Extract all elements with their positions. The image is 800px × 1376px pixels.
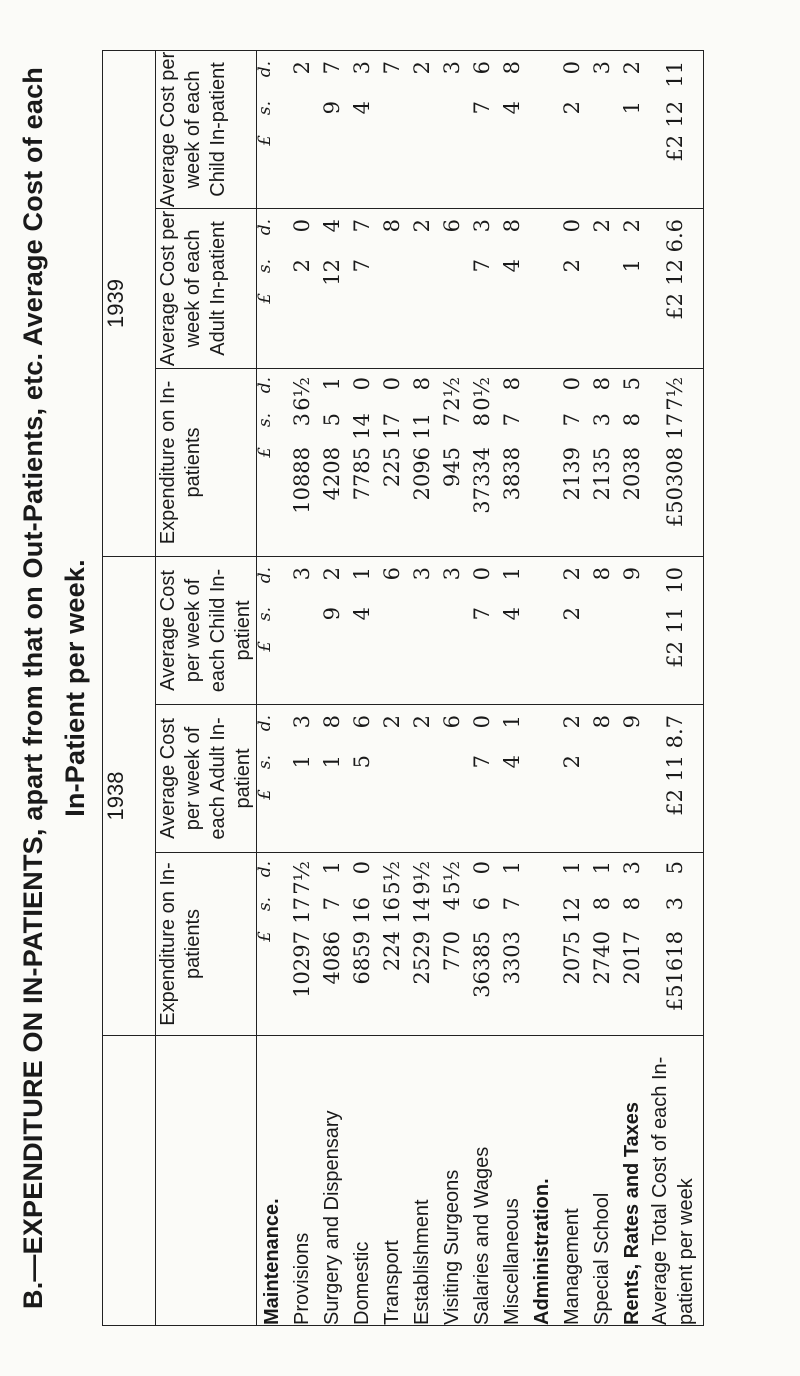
pence-value: 1 — [320, 376, 344, 391]
shillings-value: 12 — [560, 897, 584, 924]
shillings-value: 7 — [470, 100, 494, 115]
pounds-value: 945 — [440, 446, 464, 488]
label-header — [103, 1036, 156, 1326]
shillings-value: 1 — [320, 755, 344, 769]
col-child-1938: Average Cost per week of each Child In-patient — [156, 556, 257, 704]
row-label-text: Establishment — [411, 1199, 433, 1325]
value-cell — [587, 209, 617, 368]
pence-value: 3 — [620, 861, 644, 875]
shillings-value: 8 — [620, 897, 644, 911]
shillings-value: 4 — [350, 606, 374, 621]
shillings-value: 9 — [320, 606, 344, 621]
unit-label: £ — [255, 292, 275, 304]
pence-value: 9½ — [410, 861, 434, 895]
shillings-value: 7 — [470, 258, 494, 273]
pence-value: 3 — [470, 218, 494, 233]
value-cell — [347, 557, 377, 704]
label-column-header — [156, 1036, 257, 1326]
unit-label: s. — [255, 897, 275, 912]
pounds-value: 2740 — [590, 931, 614, 985]
col-expenditure-1939: Expenditure on In-patients — [156, 368, 257, 556]
pounds-value: 2135 — [590, 446, 614, 501]
pence-value: 6 — [470, 60, 494, 75]
value-cell — [467, 705, 497, 852]
blank-row — [257, 853, 287, 1035]
value-cell — [587, 557, 617, 704]
pence-value: 7 — [380, 60, 404, 75]
pence-value: 2 — [410, 218, 434, 233]
pence-value: 4 — [320, 218, 344, 233]
value-cell — [497, 705, 527, 852]
value-cell — [347, 209, 377, 368]
shillings-value: 17 — [380, 412, 404, 440]
pence-value: 6½ — [290, 376, 314, 411]
value-cell — [407, 705, 437, 852]
shillings-value: 2 — [560, 755, 584, 769]
value-cell — [557, 369, 587, 556]
unit-label: s. — [255, 100, 275, 116]
blank-row — [527, 557, 557, 704]
value-cell — [467, 369, 497, 556]
shillings-value: 4 — [500, 755, 524, 769]
value-cell — [377, 853, 407, 1035]
pence-value: 2 — [380, 715, 404, 729]
value-cell — [557, 557, 587, 704]
value-cell — [287, 557, 317, 704]
pence-value: 1 — [560, 861, 584, 875]
value-cell — [317, 557, 347, 704]
pence-value: 7½ — [663, 376, 687, 411]
shillings-value: 16 — [380, 897, 404, 924]
shillings-value: 7 — [350, 258, 374, 273]
pence-value: 6 — [380, 566, 404, 581]
shillings-value: 1 — [620, 100, 644, 115]
pence-value: 9 — [620, 566, 644, 581]
shillings-value: 14 — [350, 412, 374, 440]
unit-label: s. — [255, 258, 275, 274]
row-label — [407, 1036, 437, 1325]
pence-value: 8 — [320, 715, 344, 729]
col-expenditure-1938: Expenditure on In-patients — [156, 853, 257, 1036]
pence-value: 8 — [500, 218, 524, 233]
pence-value: 2 — [290, 60, 314, 75]
pounds-value: 2096 — [410, 446, 434, 501]
value-cell — [437, 209, 467, 368]
year-1939-header: 1939 — [103, 50, 156, 556]
row-label-text: Rents, Rates and Taxes — [621, 1101, 643, 1325]
pence-value: 8.7 — [663, 715, 687, 749]
shillings-value: 8 — [620, 412, 644, 427]
shillings-value: 2 — [560, 258, 584, 273]
value-cell — [497, 557, 527, 704]
value-cell — [287, 853, 317, 1035]
row-label-text: Domestic — [351, 1241, 373, 1325]
pence-value: 5½ — [440, 861, 464, 895]
shillings-value: 4 — [350, 100, 374, 115]
pounds-value: 224 — [380, 931, 404, 972]
row-label-text: Surgery and Dispensary — [321, 1110, 343, 1325]
pence-value: 8 — [380, 218, 404, 233]
value-cell — [287, 369, 317, 556]
row-labels — [257, 1036, 704, 1326]
unit-label: s. — [255, 606, 275, 622]
value-cell — [287, 51, 317, 208]
pence-value: 10 — [663, 566, 687, 594]
section-heading: Administration. — [531, 1178, 553, 1325]
pence-value: 3 — [440, 566, 464, 581]
shillings-value: 6 — [470, 897, 494, 911]
value-cell — [347, 369, 377, 556]
pounds-value: 36385 — [470, 931, 494, 998]
pence-value: 3 — [290, 566, 314, 581]
pence-value: 3 — [350, 60, 374, 75]
value-cell — [347, 51, 377, 208]
shillings-value: 4 — [440, 897, 464, 911]
value-cell — [617, 209, 647, 368]
pence-value: 8 — [410, 376, 434, 391]
pence-value: 6 — [440, 715, 464, 729]
pounds-value: 225 — [380, 446, 404, 488]
col-adult-1938: Average Cost per week of each Adult In-patient — [156, 705, 257, 853]
value-cell — [587, 705, 617, 852]
value-cell — [497, 51, 527, 208]
row-label-text: Management — [561, 1208, 583, 1325]
pence-value: 3 — [290, 715, 314, 729]
pence-value: 2½ — [440, 376, 464, 411]
pence-value: 0 — [350, 376, 374, 391]
shillings-value: 1 — [290, 755, 314, 769]
shillings-value: 14 — [410, 897, 434, 924]
pence-value: 6.6 — [663, 218, 687, 253]
shillings-value: 3 — [290, 412, 314, 427]
shillings-value: 7 — [440, 412, 464, 427]
pounds-value: 10888 — [290, 446, 314, 514]
values-child-1938 — [257, 556, 704, 704]
total-cell — [647, 853, 703, 1035]
pence-value: 11 — [663, 60, 687, 88]
row-label — [347, 1036, 377, 1325]
value-cell — [437, 369, 467, 556]
shillings-value: 8 — [590, 897, 614, 911]
shillings-value: 11 — [663, 606, 687, 634]
pence-value: 3 — [410, 566, 434, 581]
pence-value: 7 — [320, 60, 344, 75]
unit-label: d. — [255, 218, 275, 236]
shillings-value: 7 — [470, 755, 494, 769]
value-cell — [617, 557, 647, 704]
total-cell — [647, 369, 703, 556]
pence-value: 0 — [560, 60, 584, 75]
shillings-value: 12 — [663, 258, 687, 286]
value-cell — [437, 853, 467, 1035]
value-cell — [377, 51, 407, 208]
table-title: B.—EXPENDITURE ON IN-PATIENTS, apart from that on Out-Patients, etc. Average Cost of each — [18, 67, 48, 1309]
values-child-1939 — [257, 50, 704, 208]
row-label-text: Visiting Surgeons — [441, 1169, 463, 1325]
pence-value: 8 — [590, 376, 614, 391]
values-adult-1938 — [257, 705, 704, 853]
total-cell — [647, 51, 703, 208]
value-cell — [497, 209, 527, 368]
value-cell — [437, 705, 467, 852]
row-label-text: Miscellaneous — [501, 1198, 523, 1325]
shillings-value: 2 — [560, 100, 584, 115]
value-cell — [287, 705, 317, 852]
unit-label: d. — [255, 376, 275, 394]
blank-row — [527, 369, 557, 556]
pounds-value: 3838 — [500, 446, 524, 501]
value-cell — [497, 369, 527, 556]
value-cell — [467, 209, 497, 368]
value-cell — [497, 853, 527, 1035]
pence-value: 7 — [350, 218, 374, 233]
value-cell — [347, 705, 377, 852]
shillings-value: 12 — [320, 258, 344, 286]
pounds-value: 2139 — [560, 446, 584, 501]
pence-value: 1 — [320, 861, 344, 875]
pence-value: 0 — [470, 715, 494, 729]
pence-value: 0 — [350, 861, 374, 875]
pence-value: 8 — [500, 376, 524, 391]
row-label — [377, 1036, 407, 1325]
value-cell — [467, 557, 497, 704]
row-label — [467, 1036, 497, 1325]
row-label-text: Provisions — [291, 1232, 313, 1325]
blank-row — [527, 705, 557, 852]
shillings-value: 17 — [290, 897, 314, 924]
value-cell — [587, 853, 617, 1035]
unit-label: £ — [255, 640, 275, 652]
pounds-value: 10297 — [290, 931, 314, 998]
row-label — [287, 1036, 317, 1325]
unit-label: d. — [255, 715, 275, 732]
row-label — [497, 1036, 527, 1325]
value-cell — [407, 557, 437, 704]
pence-value: 5 — [620, 376, 644, 391]
pence-value: 0 — [470, 861, 494, 875]
total-cell — [647, 705, 703, 852]
shillings-value: 4 — [500, 258, 524, 273]
value-cell — [407, 369, 437, 556]
pounds-value: 2038 — [620, 446, 644, 501]
value-cell — [557, 705, 587, 852]
pence-value: 1 — [350, 566, 374, 581]
unit-label: d. — [255, 566, 275, 584]
pence-value: 2 — [620, 60, 644, 75]
blank-row — [257, 369, 287, 556]
pence-value: 0 — [560, 376, 584, 391]
values-expenditure-1938 — [257, 853, 704, 1036]
row-label — [437, 1036, 467, 1325]
unit-label: £ — [255, 134, 275, 146]
pence-value: 0 — [380, 376, 404, 391]
pounds-value: 37334 — [470, 446, 494, 514]
row-label-text: Salaries and Wages — [471, 1146, 493, 1325]
pence-value: 0 — [290, 218, 314, 233]
pounds-value: 2075 — [560, 931, 584, 985]
shillings-value: 7 — [500, 897, 524, 911]
pence-value: 2 — [560, 566, 584, 581]
unit-label: d. — [255, 861, 275, 878]
pence-value: 0 — [560, 218, 584, 233]
year-1938-header: 1938 — [103, 556, 156, 1035]
value-cell — [317, 705, 347, 852]
pence-value: 0½ — [470, 376, 494, 411]
pounds-value: 7785 — [350, 446, 374, 501]
value-cell — [377, 369, 407, 556]
shillings-value: 11 — [663, 755, 687, 782]
unit-label: £ — [255, 446, 275, 458]
row-label-text: Transport — [381, 1240, 403, 1325]
pounds-value: £2 — [663, 134, 687, 162]
value-cell — [287, 209, 317, 368]
unit-label: s. — [255, 412, 275, 428]
shillings-value: 3 — [663, 897, 687, 911]
shillings-value: 2 — [290, 258, 314, 273]
pence-value: 2 — [410, 715, 434, 729]
value-cell — [317, 209, 347, 368]
value-cell — [407, 209, 437, 368]
shillings-value: 12 — [663, 100, 687, 128]
pence-value: 1 — [500, 715, 524, 729]
pounds-value: 770 — [440, 931, 464, 972]
value-cell — [317, 853, 347, 1035]
shillings-value: 7 — [320, 897, 344, 911]
pence-value: 9 — [620, 715, 644, 729]
value-cell — [317, 51, 347, 208]
table-title-continued: In-Patient per week. — [60, 559, 90, 817]
value-cell — [377, 705, 407, 852]
total-cell — [647, 557, 703, 704]
pence-value: 2 — [590, 218, 614, 233]
pounds-value: £2 — [663, 292, 687, 320]
shillings-value: 5 — [320, 412, 344, 427]
value-cell — [377, 209, 407, 368]
blank-row — [527, 853, 557, 1035]
value-cell — [617, 369, 647, 556]
pounds-value: 4086 — [320, 931, 344, 985]
value-cell — [407, 853, 437, 1035]
pounds-value: 4208 — [320, 446, 344, 501]
row-label — [617, 1036, 647, 1325]
unit-label: £ — [255, 931, 275, 942]
values-expenditure-1939 — [257, 368, 704, 556]
shillings-value: 5 — [350, 755, 374, 769]
shillings-value: 11 — [410, 412, 434, 440]
value-cell — [347, 853, 377, 1035]
pence-value: 2 — [320, 566, 344, 581]
shillings-value: 17 — [663, 412, 687, 440]
value-cell — [617, 705, 647, 852]
value-cell — [557, 853, 587, 1035]
values-adult-1939 — [257, 208, 704, 368]
shillings-value: 3 — [590, 412, 614, 427]
shillings-value: 1 — [620, 258, 644, 273]
pence-value: 1 — [590, 861, 614, 875]
shillings-value: 7 — [560, 412, 584, 427]
unit-label: d. — [255, 60, 275, 78]
pounds-value: 3303 — [500, 931, 524, 985]
shillings-value: 2 — [560, 606, 584, 621]
pounds-value: 6859 — [350, 931, 374, 985]
shillings-value: 7 — [500, 412, 524, 427]
pence-value: 6 — [350, 715, 374, 729]
pence-value: 2 — [410, 60, 434, 75]
expenditure-table — [102, 50, 704, 1326]
value-cell — [557, 51, 587, 208]
unit-label: £ — [255, 789, 275, 800]
value-cell — [467, 51, 497, 208]
total-label: Average Total Cost of each In-patient per week — [649, 1056, 697, 1325]
total-cell — [647, 209, 703, 368]
pounds-value: £51618 — [663, 931, 687, 1012]
value-cell — [317, 369, 347, 556]
col-child-1939: Average Cost per week of each Child In-patient — [156, 50, 257, 208]
pence-value: 5 — [663, 861, 687, 875]
value-cell — [437, 557, 467, 704]
shillings-value: 16 — [350, 897, 374, 924]
pounds-value: £2 — [663, 789, 687, 816]
value-cell — [587, 369, 617, 556]
pounds-value: 2529 — [410, 931, 434, 985]
pence-value: 8 — [500, 60, 524, 75]
pence-value: 6 — [440, 218, 464, 233]
pence-value: 5½ — [380, 861, 404, 895]
shillings-value: 4 — [500, 100, 524, 115]
blank-row — [527, 209, 557, 368]
value-cell — [407, 51, 437, 208]
pence-value: 1 — [500, 861, 524, 875]
pence-value: 8 — [590, 715, 614, 729]
value-cell — [587, 51, 617, 208]
value-cell — [437, 51, 467, 208]
row-label-text: Special School — [591, 1192, 613, 1325]
row-label — [587, 1036, 617, 1325]
pence-value: 3 — [440, 60, 464, 75]
section-heading: Maintenance. — [261, 1198, 283, 1325]
pounds-value: £50308 — [663, 446, 687, 528]
value-cell — [377, 557, 407, 704]
pence-value: 0 — [470, 566, 494, 581]
pounds-value: 2017 — [620, 931, 644, 985]
col-adult-1939: Average Cost per week of each Adult In-patient — [156, 208, 257, 368]
pence-value: 2 — [560, 715, 584, 729]
value-cell — [617, 51, 647, 208]
unit-label: s. — [255, 755, 275, 770]
value-cell — [557, 209, 587, 368]
value-cell — [617, 853, 647, 1035]
pence-value: 3 — [590, 60, 614, 75]
pence-value: 2 — [620, 218, 644, 233]
row-label — [557, 1036, 587, 1325]
pence-value: 1 — [500, 566, 524, 581]
blank-row — [527, 51, 557, 208]
shillings-value: 8 — [470, 412, 494, 427]
pence-value: 8 — [590, 566, 614, 581]
pence-value: 7½ — [290, 861, 314, 895]
pounds-value: £2 — [663, 640, 687, 668]
value-cell — [467, 853, 497, 1035]
shillings-value: 7 — [470, 606, 494, 621]
shillings-value: 9 — [320, 100, 344, 115]
shillings-value: 4 — [500, 606, 524, 621]
row-label — [317, 1036, 347, 1325]
